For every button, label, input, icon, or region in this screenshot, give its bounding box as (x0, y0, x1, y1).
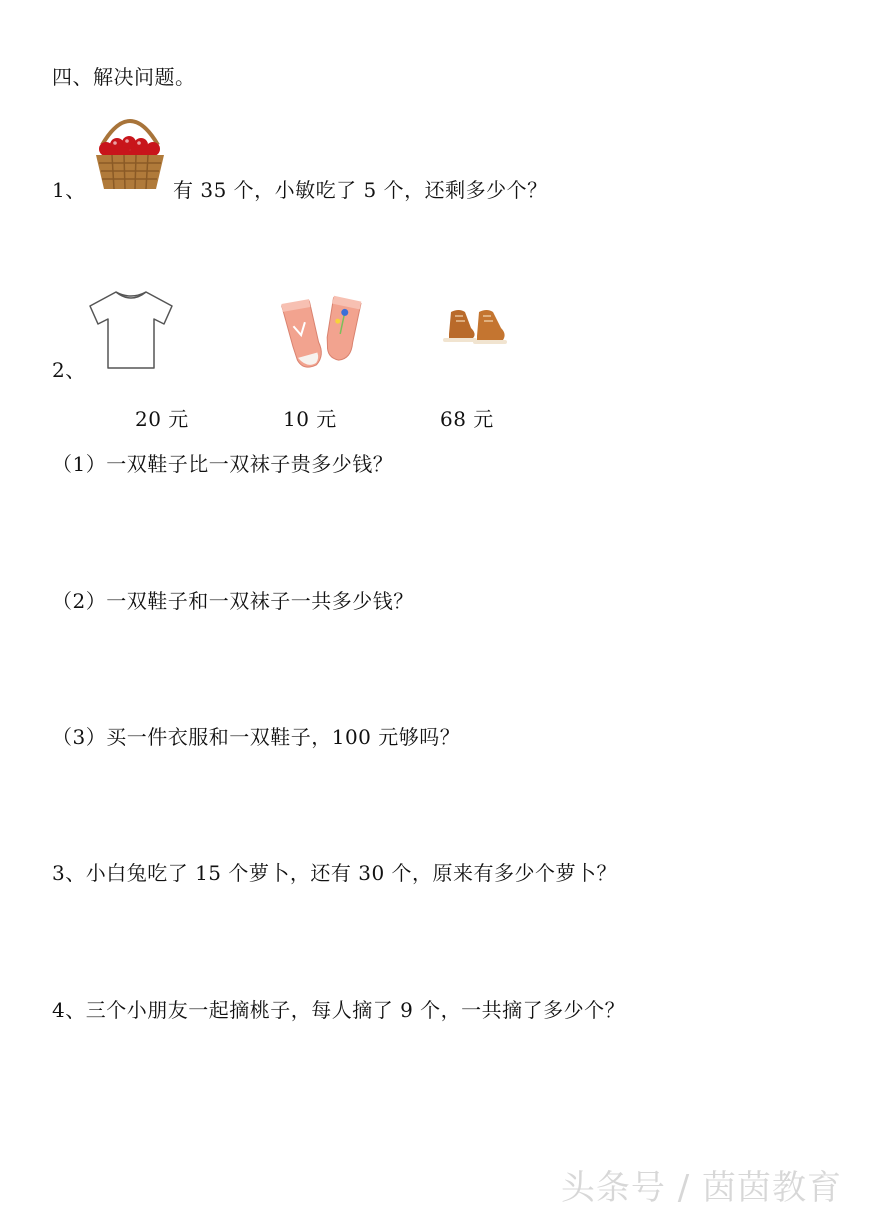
q4-text: 4、三个小朋友一起摘桃子，每人摘了 9 个，一共摘了多少个？ (52, 998, 626, 1022)
tshirt-image (86, 288, 176, 372)
watermark: 头条号 / 茵茵教育 (560, 1168, 842, 1208)
shoes-image (443, 300, 509, 350)
section-title: 四、解决问题。 (52, 65, 196, 89)
q2-number: 2、 (52, 358, 86, 382)
price-shirt: 20 元 (135, 407, 189, 431)
q1-text: 有 35 个，小敏吃了 5 个，还剩多少个？ (173, 178, 548, 202)
socks-image (281, 294, 365, 374)
q2-sub2: （2）一双鞋子和一双袜子一共多少钱？ (52, 589, 414, 613)
q2-sub3: （3）买一件衣服和一双鞋子，100 元够吗？ (52, 725, 461, 749)
q1-number: 1、 (52, 178, 86, 202)
price-shoes: 68 元 (440, 407, 494, 431)
q2-sub1: （1）一双鞋子比一双袜子贵多少钱？ (52, 452, 394, 476)
q3-text: 3、小白兔吃了 15 个萝卜，还有 30 个，原来有多少个萝卜？ (52, 861, 618, 885)
cherry-basket-image (90, 105, 170, 195)
price-socks: 10 元 (283, 407, 337, 431)
